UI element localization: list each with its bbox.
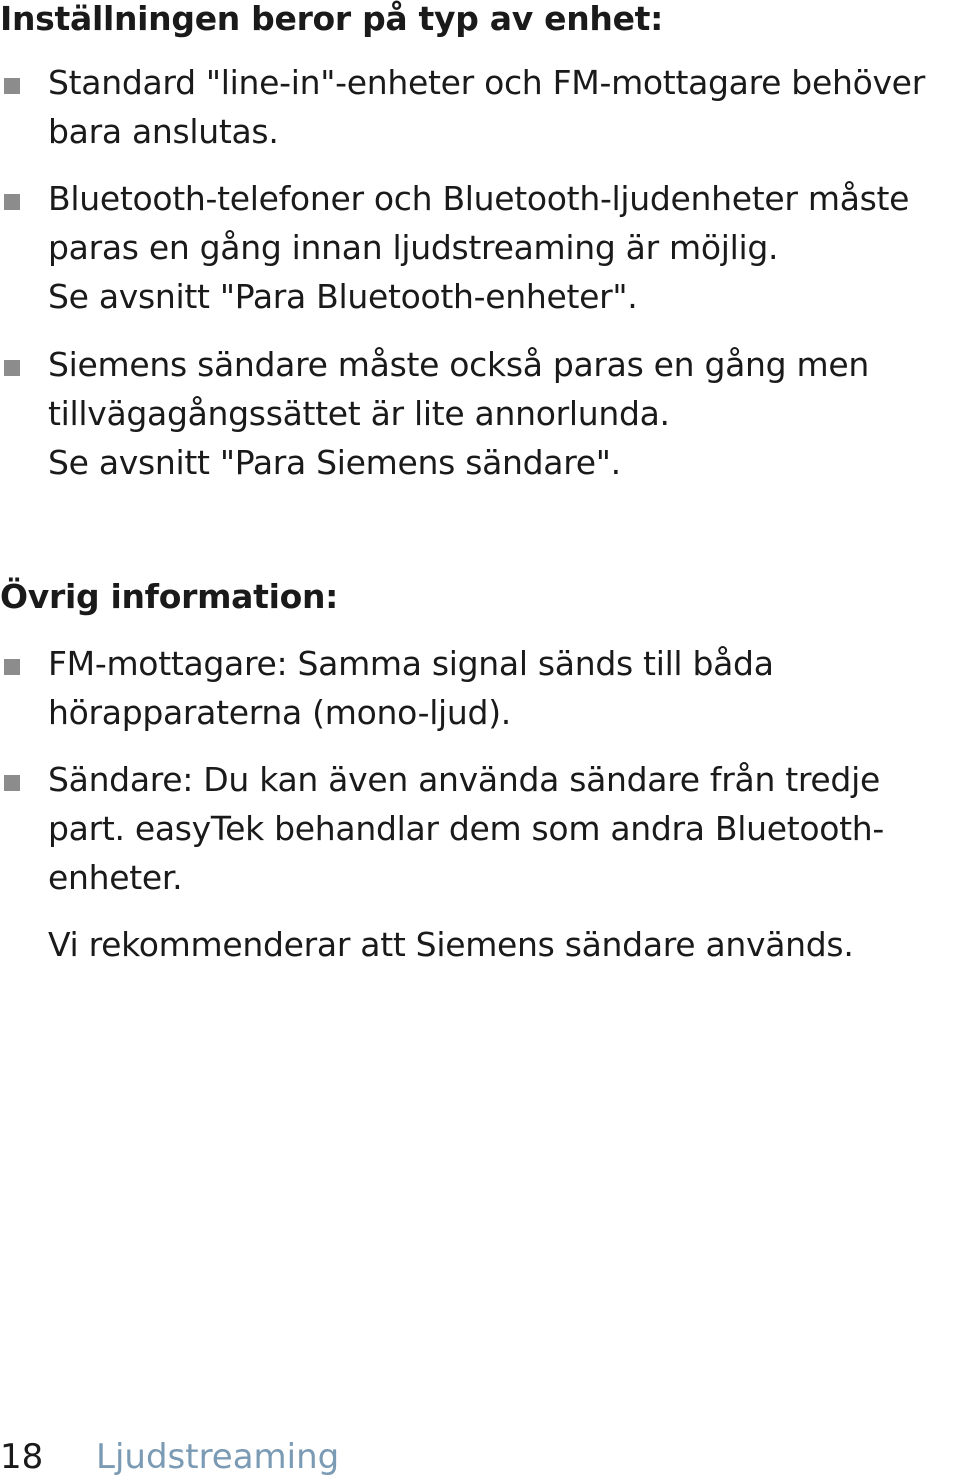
square-bullet-icon xyxy=(4,360,20,376)
list-item-text: FM-mottagare: Samma signal sänds till båda hörapparaterna (mono-ljud). xyxy=(48,644,774,732)
list-item-text: Standard "line-in"-enheter och FM-mottagare behöver bara anslutas. xyxy=(48,63,925,151)
list-item-text: Siemens sändare måste också paras en gång men tillvägagångssättet är lite annorlunda. Se avsnitt "Para Siemens sändare". xyxy=(48,345,869,482)
heading-device-type: Inställningen beror på typ av enhet: xyxy=(0,0,664,38)
square-bullet-icon xyxy=(4,659,20,675)
section-title: Ljudstreaming xyxy=(96,1437,340,1477)
heading-other-information: Övrig information: xyxy=(0,577,339,616)
square-bullet-icon xyxy=(4,78,20,94)
page-number: 18 xyxy=(0,1437,44,1477)
square-bullet-icon xyxy=(4,775,20,791)
list-item-text: Sändare: Du kan även använda sändare från tredje part. easyTek behandlar dem som andra Bluetooth- enheter. xyxy=(48,760,885,897)
recommendation-paragraph: Vi rekommenderar att Siemens sändare används. xyxy=(48,925,854,964)
list-item-text: Bluetooth-telefoner och Bluetooth-ljudenheter måste paras en gång innan ljudstreaming är möjlig. Se avsnitt "Para Bluetooth-enheter". xyxy=(48,179,910,316)
square-bullet-icon xyxy=(4,194,20,210)
